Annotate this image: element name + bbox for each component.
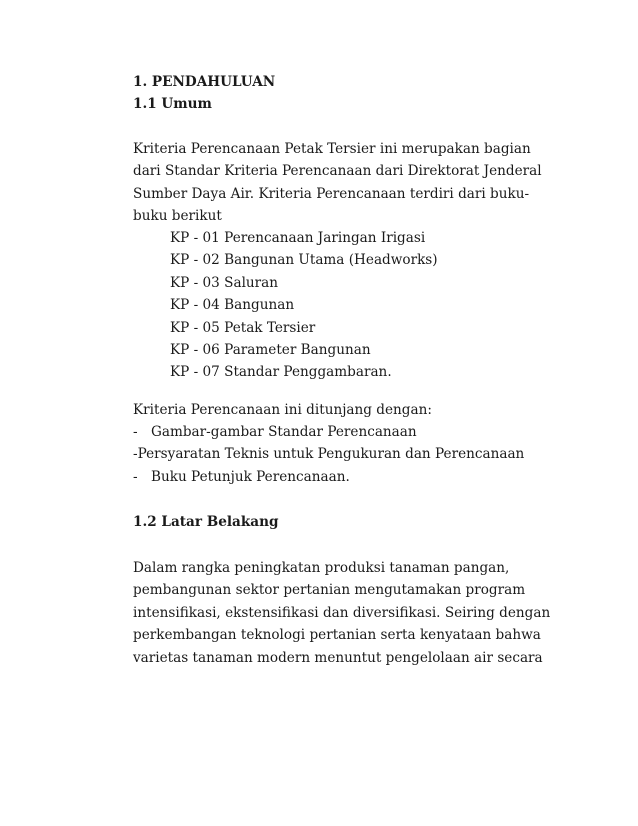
support-list	[133, 421, 525, 488]
subsection-heading-umum: 1.1 Umum	[133, 96, 212, 112]
dash-marker: -	[133, 424, 138, 440]
kp-list	[170, 227, 500, 384]
paragraph-line: dari Standar Kriteria Perencanaan dari Direktorat Jenderal	[133, 163, 542, 180]
dash-marker: -	[133, 446, 138, 463]
list-item-text: Gambar-gambar Standar Perencanaan	[151, 424, 417, 440]
dash-marker: -	[133, 468, 138, 485]
paragraph-line: perkembangan teknologi pertanian serta kenyataan bahwa	[133, 627, 541, 644]
list-item	[133, 443, 525, 465]
list-item-text: Buku Petunjuk Perencanaan.	[151, 468, 350, 485]
list-item: KP - 07 Standar Penggambaran.	[170, 364, 392, 381]
subsection-heading-latar-belakang: 1.2 Latar Belakang	[133, 514, 279, 530]
paragraph-line: buku berikut	[133, 208, 222, 225]
section-heading: 1. PENDAHULUAN	[133, 74, 276, 90]
list-item	[133, 466, 513, 488]
list-item: KP - 04 Bangunan	[170, 297, 295, 314]
list-item: KP - 03 Saluran	[170, 274, 279, 291]
list-item: KP - 06 Parameter Bangunan	[170, 341, 371, 358]
list-item: KP - 05 Petak Tersier	[170, 319, 316, 336]
paragraph-line: varietas tanaman modern menuntut pengelolaan air secara	[133, 649, 543, 666]
paragraph-line: Sumber Daya Air. Kriteria Perencanaan terdiri dari buku-	[133, 185, 530, 202]
support-intro: Kriteria Perencanaan ini ditunjang dengan:	[133, 402, 432, 418]
intro-paragraph	[133, 138, 542, 228]
paragraph-line: Kriteria Perencanaan Petak Tersier ini merupakan bagian	[133, 141, 531, 157]
paragraph-line: pembangunan sektor pertanian mengutamakan program	[133, 582, 526, 599]
list-item: KP - 02 Bangunan Utama (Headworks)	[170, 252, 438, 269]
list-item-text: Persyaratan Teknis untuk Pengukuran dan Perencanaan	[137, 446, 525, 463]
list-item: KP - 01 Perencanaan Jaringan Irigasi	[170, 230, 426, 246]
background-paragraph	[133, 557, 551, 669]
paragraph-line: intensifikasi, ekstensifikasi dan diversifikasi. Seiring dengan	[133, 604, 551, 621]
list-item	[133, 421, 513, 443]
paragraph-line: Dalam rangka peningkatan produksi tanaman pangan,	[133, 560, 510, 576]
